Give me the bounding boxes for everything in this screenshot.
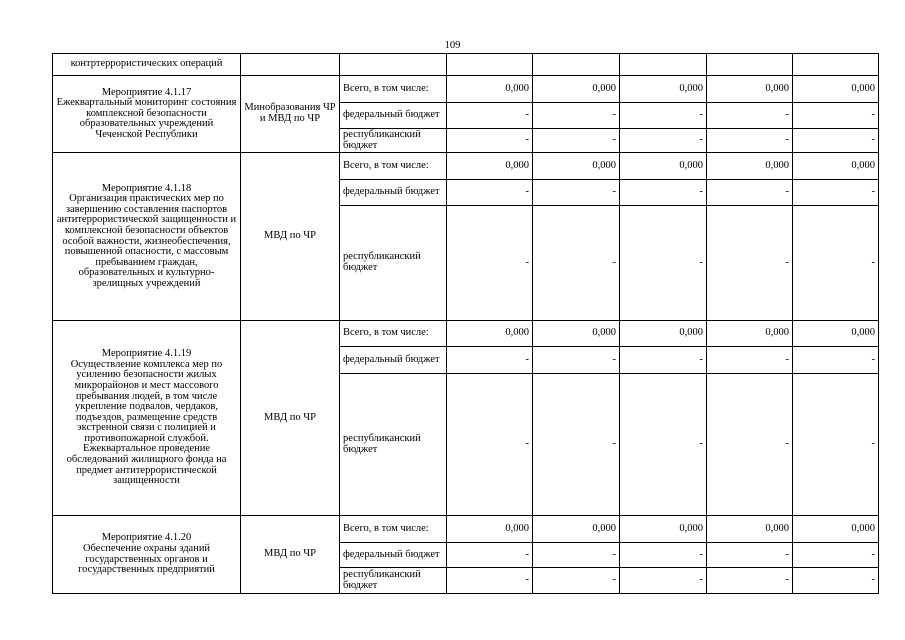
value-cell: - [533,543,620,568]
activity-description: Ежеквартальный мониторинг состояния комплексной безопасности образовательных учреждений Чеченской Республики [56,97,237,140]
value-cell: - [533,103,620,129]
source-federal: федеральный бюджет [340,180,447,206]
value-cell: - [707,543,793,568]
value-cell: - [707,206,793,321]
activity-title: Мероприятие 4.1.17 [101,86,192,98]
value-cell: - [793,129,879,153]
value-cell: - [620,206,707,321]
value-cell: - [707,180,793,206]
value-cell: - [533,206,620,321]
activity-title: Мероприятие 4.1.19 [101,348,192,360]
value-cell: 0,000 [707,321,793,347]
value-cell: - [533,374,620,516]
value-cell: 0,000 [620,321,707,347]
activity-description: Осуществление комплекса мер по усилению безопасности жилых микрорайонов и мест массового пребывания людей, в том числе укрепление подвалов, чердаков, подъездов, размещение средств экстренной связи с полицией и противопожарной службой. Ежеквартальное проведение обследований жилищного фонда на предмет антитеррористической защищенности [66,358,227,487]
value-cell: - [620,347,707,374]
value-cell: 0,000 [533,153,620,180]
budget-table [52,53,879,594]
responsible-cell: МВД по ЧР [241,153,340,321]
table-row [53,76,879,103]
table-row [53,516,879,543]
value-cell: 0,000 [620,153,707,180]
source-total: Всего, в том числе: [340,153,447,180]
source-republic: республиканский бюджет [340,568,447,594]
page-number: 109 [444,40,461,51]
value-cell: - [707,129,793,153]
value-cell: 0,000 [447,321,533,347]
source-federal: федеральный бюджет [340,103,447,129]
table-row [53,321,879,347]
source-federal: федеральный бюджет [340,543,447,568]
value-cell: - [620,543,707,568]
value-cell: - [793,103,879,129]
value-cell: - [447,103,533,129]
value-cell: - [447,129,533,153]
value-cell: - [447,206,533,321]
value-cell: - [707,347,793,374]
activity-title: Мероприятие 4.1.18 [101,182,192,194]
table-row [53,153,879,180]
value-cell: 0,000 [793,516,879,543]
value-cell: 0,000 [793,76,879,103]
activity-cell [53,76,241,153]
value-cell: 0,000 [620,516,707,543]
source-total: Всего, в том числе: [340,321,447,347]
value-cell: - [447,374,533,516]
responsible-cell: МВД по ЧР [241,516,340,594]
activity-cell [53,153,241,321]
value-cell: - [793,543,879,568]
activity-description: Организация практических мер по завершению составления паспортов антитеррористической защищенности и комплексной безопасности объектов особой важности, жизнеобеспечения, повышенной опасности, с массовым пребыванием граждан, образовательных и культурно-зрелищных учреждений [56,193,237,289]
value-cell: 0,000 [707,153,793,180]
activity-title: Мероприятие 4.1.20 [101,532,192,544]
value-cell: - [620,374,707,516]
value-cell: - [707,103,793,129]
value-cell: - [707,374,793,516]
value-cell: 0,000 [533,321,620,347]
responsible-cell: МВД по ЧР [241,321,340,516]
responsible-cell: Минобразования ЧР и МВД по ЧР [241,76,340,153]
value-cell: 0,000 [793,321,879,347]
value-cell: - [793,347,879,374]
value-cell: - [447,347,533,374]
value-cell: - [620,129,707,153]
value-cell: - [533,347,620,374]
value-cell: - [533,568,620,594]
value-cell: - [620,568,707,594]
table-row-carry-over [53,54,879,76]
value-cell: - [620,103,707,129]
value-cell: - [793,206,879,321]
source-federal: федеральный бюджет [340,347,447,374]
value-cell: - [793,568,879,594]
activity-description: Обеспечение охраны зданий государственных органов и государственных предприятий [78,542,215,576]
value-cell: - [533,129,620,153]
value-cell: 0,000 [447,516,533,543]
source-total: Всего, в том числе: [340,516,447,543]
value-cell: 0,000 [447,153,533,180]
value-cell: - [793,374,879,516]
value-cell: - [447,568,533,594]
value-cell: 0,000 [533,516,620,543]
activity-cell [53,516,241,594]
source-total: Всего, в том числе: [340,76,447,103]
value-cell: 0,000 [707,516,793,543]
source-republic: республиканский бюджет [340,129,447,153]
value-cell: 0,000 [533,76,620,103]
value-cell: - [793,180,879,206]
activity-cell [53,321,241,516]
value-cell: 0,000 [793,153,879,180]
source-republic: республиканский бюджет [340,206,447,321]
value-cell: - [447,180,533,206]
value-cell: - [620,180,707,206]
value-cell: 0,000 [447,76,533,103]
value-cell: - [707,568,793,594]
value-cell: - [447,543,533,568]
source-republic: республиканский бюджет [340,374,447,516]
value-cell: - [533,180,620,206]
activity-cell: контртеррористических операций [53,54,241,76]
value-cell: 0,000 [620,76,707,103]
value-cell: 0,000 [707,76,793,103]
